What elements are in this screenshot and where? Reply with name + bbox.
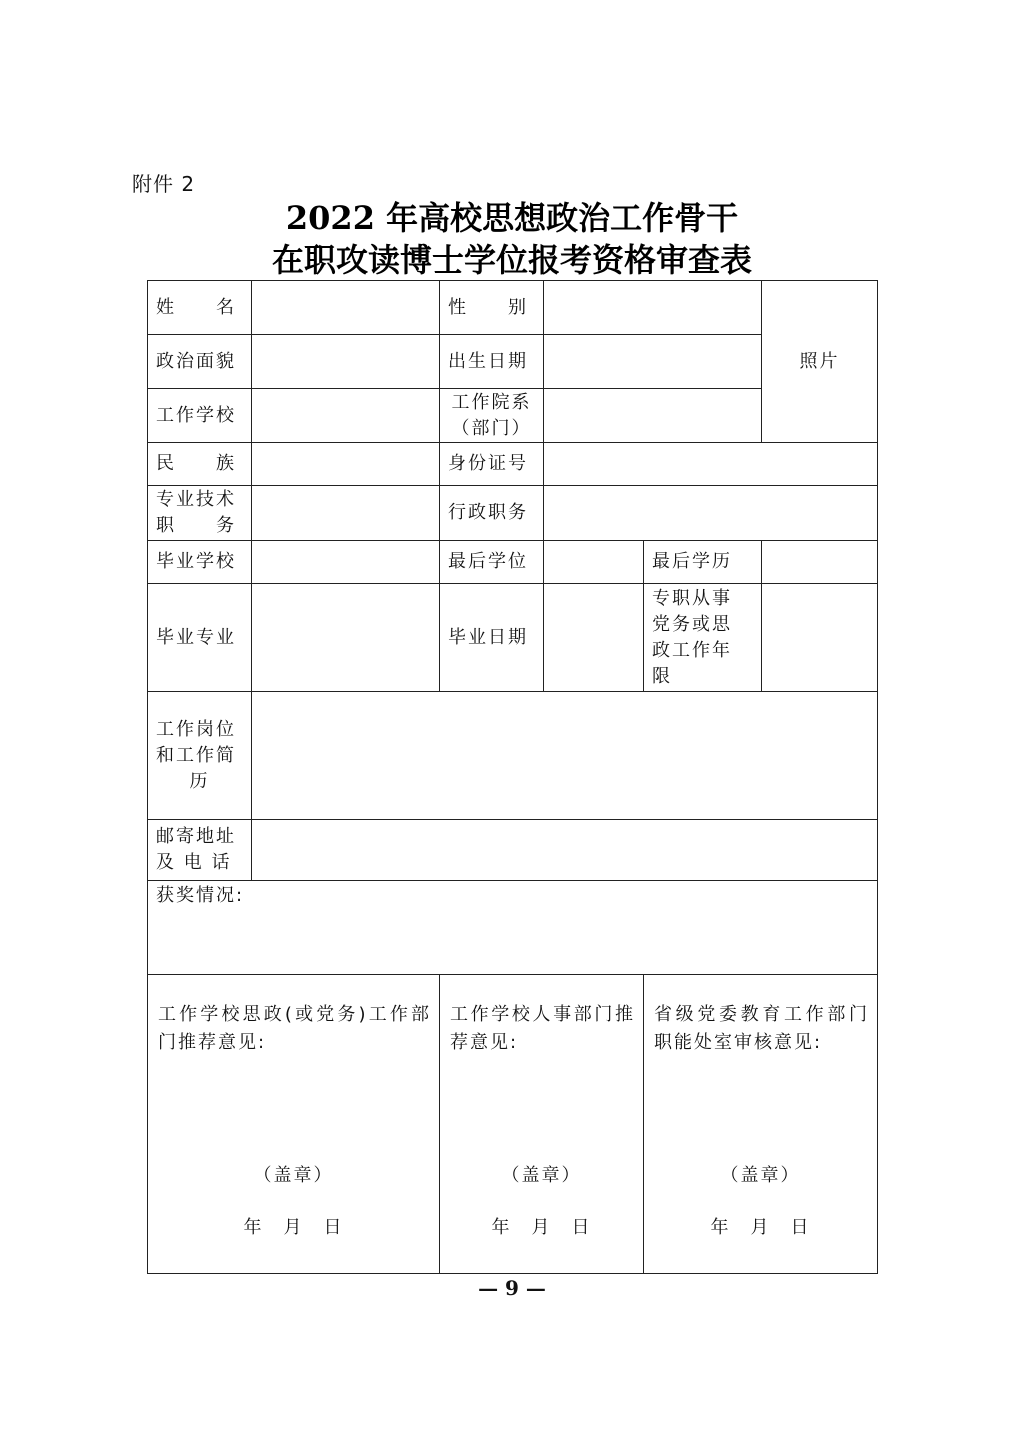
seal-label: （盖章） [501, 1165, 582, 1186]
grad-school-field[interactable] [252, 541, 440, 584]
resume-label-line-3: 历 [189, 770, 210, 792]
name-label: 姓 名 [148, 281, 252, 335]
admin-position-label: 行政职务 [440, 486, 544, 541]
work-school-label: 工作学校 [148, 389, 252, 443]
last-education-label: 最后学历 [644, 541, 762, 584]
date-label: 年 月 日 [710, 1217, 811, 1238]
work-department-label [440, 389, 544, 443]
political-status-field[interactable] [252, 335, 440, 389]
gender-field[interactable] [544, 281, 762, 335]
professional-title-label-line-1: 专业技术 [156, 489, 236, 510]
address-label-line-1: 邮寄地址 [156, 826, 236, 847]
ethnicity-field[interactable] [252, 443, 440, 486]
seal-label: （盖章） [253, 1165, 334, 1186]
approval-block-hr-dept[interactable] [440, 975, 644, 1274]
ethnicity-label: 民 族 [148, 443, 252, 486]
date-label: 年 月 日 [243, 1217, 344, 1238]
address-label-line-2: 及 电 话 [156, 852, 232, 873]
work-department-label-line-1: 工作院系 [451, 391, 532, 413]
professional-title-label [148, 486, 252, 541]
photo-box[interactable]: 照片 [762, 281, 878, 443]
professional-title-field[interactable] [252, 486, 440, 541]
work-years-field[interactable] [762, 584, 878, 692]
major-field[interactable] [252, 584, 440, 692]
approval-text: 工作学校人事部门推荐意见: [450, 1004, 635, 1053]
qualification-review-form [147, 280, 878, 1274]
address-field[interactable] [252, 820, 878, 881]
date-label: 年 月 日 [491, 1217, 592, 1238]
resume-field[interactable] [252, 692, 878, 820]
form-title-line-2: 在职攻读博士学位报考资格审查表 [271, 241, 752, 279]
work-years-label-line-4: 限 [652, 665, 672, 687]
grad-date-label: 毕业日期 [440, 584, 544, 692]
resume-label-line-1: 工作岗位 [156, 718, 236, 740]
awards-field[interactable] [148, 881, 878, 975]
name-field[interactable] [252, 281, 440, 335]
major-label: 毕业专业 [148, 584, 252, 692]
work-years-label-line-1: 专职从事 [652, 587, 732, 609]
id-number-label: 身份证号 [440, 443, 544, 486]
last-education-field[interactable] [762, 541, 878, 584]
birth-date-label: 出生日期 [440, 335, 544, 389]
resume-label-line-2: 和工作简 [156, 744, 236, 766]
form-title-line-1: 2022 年高校思想政治工作骨干 [285, 199, 739, 237]
resume-label [148, 692, 252, 820]
work-school-field[interactable] [252, 389, 440, 443]
work-years-label [644, 584, 762, 692]
grad-date-field[interactable] [544, 584, 644, 692]
gender-label: 性 别 [440, 281, 544, 335]
attachment-label: 附件 2 [132, 172, 196, 196]
work-department-label-line-2: （部门） [451, 417, 532, 439]
admin-position-field[interactable] [544, 486, 878, 541]
work-department-field[interactable] [544, 389, 762, 443]
birth-date-field[interactable] [544, 335, 762, 389]
approval-text: 工作学校思政(或党务)工作部门推荐意见: [158, 1004, 431, 1053]
last-degree-field[interactable] [544, 541, 644, 584]
awards-label: 获奖情况: [156, 885, 245, 906]
id-number-field[interactable] [544, 443, 878, 486]
approval-block-provincial-dept[interactable] [644, 975, 878, 1274]
approval-block-political-dept[interactable] [148, 975, 440, 1274]
approval-text: 省级党委教育工作部门职能处室审核意见: [654, 1004, 869, 1053]
grad-school-label: 毕业学校 [148, 541, 252, 584]
professional-title-label-line-2: 职 务 [156, 515, 236, 536]
political-status-label: 政治面貌 [148, 335, 252, 389]
page-number: — 9 — [478, 1276, 546, 1300]
address-label [148, 820, 252, 881]
work-years-label-line-2: 党务或思 [652, 613, 732, 635]
seal-label: （盖章） [720, 1165, 801, 1186]
work-years-label-line-3: 政工作年 [652, 639, 732, 661]
last-degree-label: 最后学位 [440, 541, 544, 584]
